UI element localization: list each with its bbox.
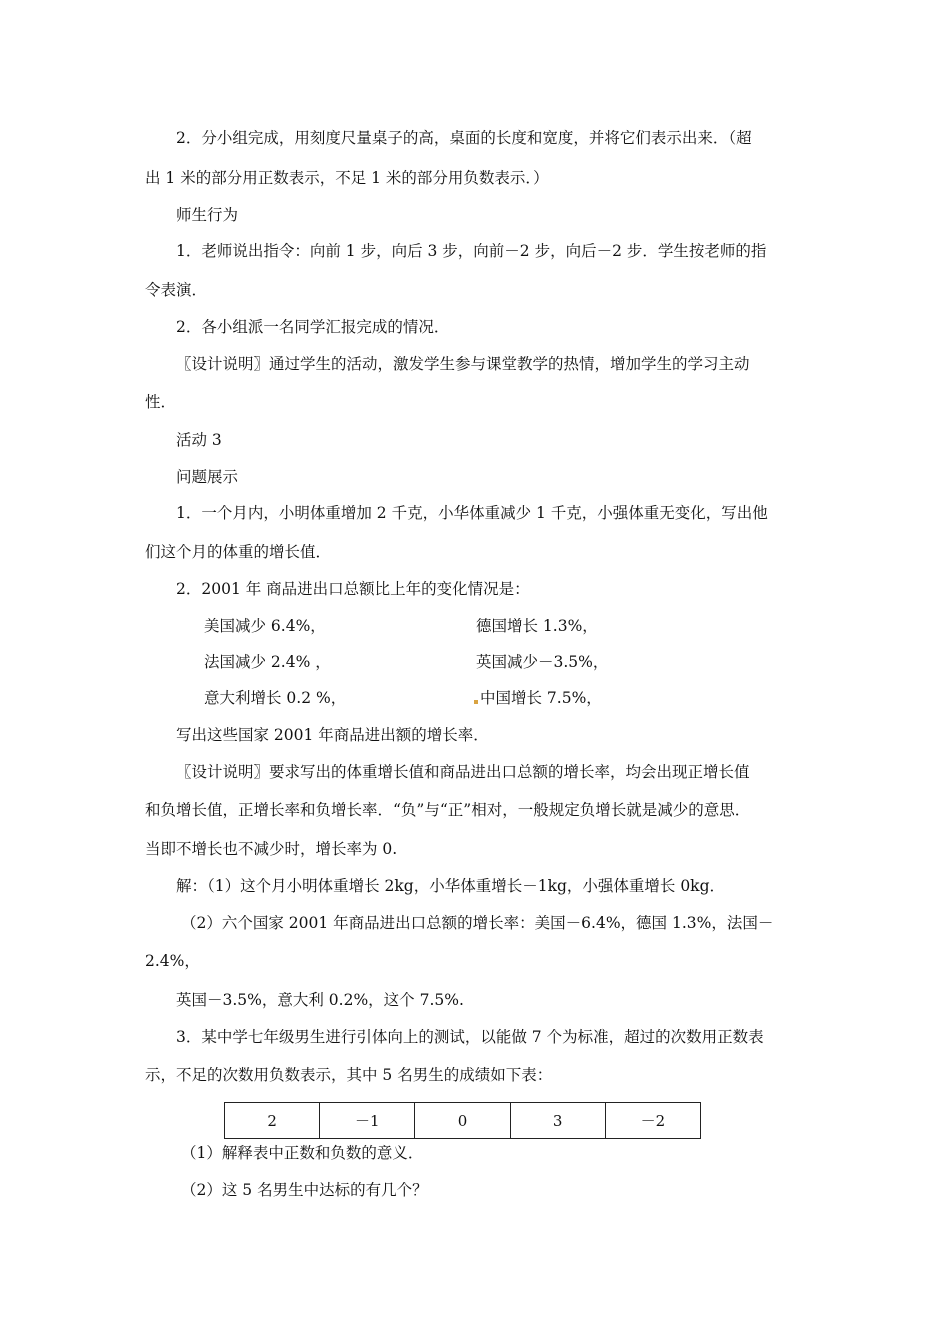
- solution-line: （2）六个国家 2001 年商品进出口总额的增长率：美国－6.4%，德国 1.3%，法国－: [181, 914, 774, 932]
- paragraph-line: 2．各小组派一名同学汇报完成的情况．: [176, 318, 450, 336]
- paragraph-line: 出 1 米的部分用正数表示，不足 1 米的部分用负数表示．）: [145, 169, 549, 187]
- country-item: 法国减少 2.4% ，: [204, 653, 331, 671]
- country-item: 中国增长 7.5%，: [480, 689, 602, 707]
- table-cell: －2: [605, 1103, 700, 1139]
- paragraph-line: 1．老师说出指令：向前 1 步，向后 3 步，向前－2 步，向后－2 步．学生按老师的指: [176, 242, 767, 260]
- design-note-line: 〖设计说明〗要求写出的体重增长值和商品进出口总额的增长率，均会出现正增长值: [176, 763, 750, 781]
- paragraph-line: 示，不足的次数用负数表示，其中 5 名男生的成绩如下表：: [145, 1066, 553, 1084]
- solution-line: 英国－3.5%，意大利 0.2%，这个 7.5%.: [176, 991, 464, 1009]
- paragraph-line: 写出这些国家 2001 年商品进出额的增长率．: [176, 726, 489, 744]
- design-note-line: 性．: [145, 393, 177, 411]
- cursor-mark: [474, 700, 478, 704]
- table-cell: 3: [510, 1103, 605, 1139]
- section-heading: 活动 3: [176, 431, 222, 449]
- question-line: （1）解释表中正数和负数的意义．: [181, 1144, 424, 1162]
- country-item: 英国减少－3.5%，: [476, 653, 609, 671]
- country-item: 美国减少 6.4%，: [204, 617, 326, 635]
- country-item: 德国增长 1.3%，: [476, 617, 598, 635]
- section-heading: 师生行为: [176, 206, 239, 224]
- solution-line: 解：（1）这个月小明体重增长 2kg，小华体重增长－1kg，小强体重增长 0kg．: [176, 877, 725, 895]
- table-cell: 2: [225, 1103, 320, 1139]
- design-note-line: 和负增长值，正增长率和负增长率．“负”与“正”相对，一般规定负增长就是减少的意思．: [145, 801, 751, 819]
- question-line: （2）这 5 名男生中达标的有几个？: [181, 1181, 428, 1199]
- paragraph-line: 2．2001 年 商品进出口总额比上年的变化情况是：: [176, 580, 530, 598]
- solution-line: 2.4%，: [145, 952, 200, 970]
- paragraph-line: 1．一个月内，小明体重增加 2 千克，小华体重减少 1 千克，小强体重无变化，写出他: [176, 504, 768, 522]
- design-note-line: 当即不增长也不减少时，增长率为 0.: [145, 840, 398, 858]
- design-note-line: 〖设计说明〗通过学生的活动，激发学生参与课堂教学的热情，增加学生的学习主动: [176, 355, 750, 373]
- table-cell: －1: [320, 1103, 415, 1139]
- country-item: 意大利增长 0.2 %，: [204, 689, 347, 707]
- paragraph-line: 3．某中学七年级男生进行引体向上的测试，以能做 7 个为标准，超过的次数用正数表: [176, 1028, 764, 1046]
- scores-table: [224, 1102, 701, 1139]
- paragraph-line: 2．分小组完成，用刻度尺量桌子的高，桌面的长度和宽度，并将它们表示出来．（超: [176, 129, 752, 147]
- table-row: [225, 1103, 701, 1139]
- section-heading: 问题展示: [176, 468, 239, 486]
- table-cell: 0: [415, 1103, 510, 1139]
- paragraph-line: 们这个月的体重的增长值．: [145, 543, 332, 561]
- paragraph-line: 令表演．: [145, 281, 208, 299]
